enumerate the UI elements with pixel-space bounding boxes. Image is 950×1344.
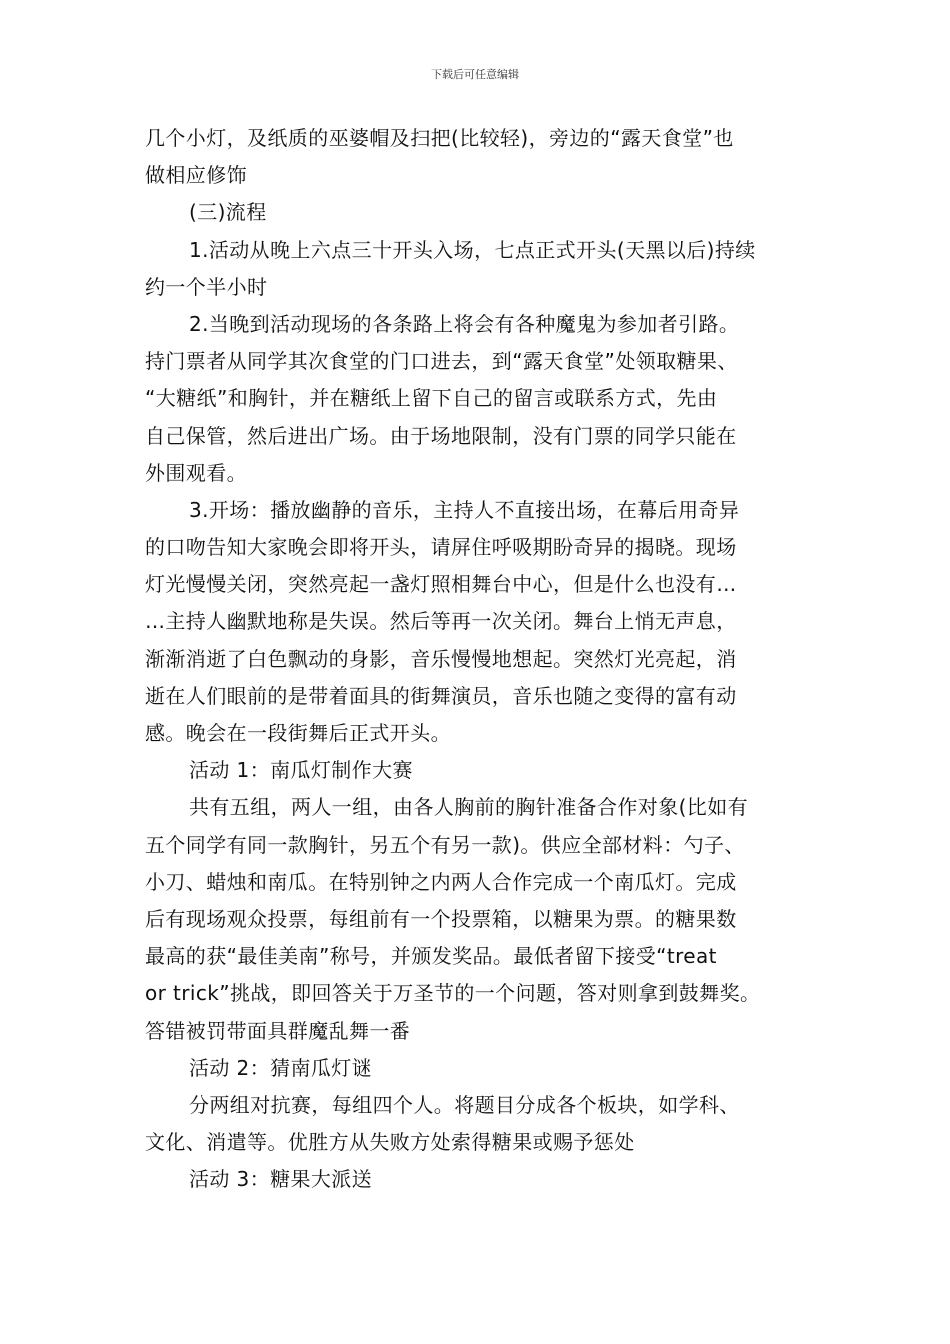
text-line: 最高的获“最佳美南”称号，并颁发奖品。最低者留下接受“treat (145, 944, 717, 969)
text-line: 活动 3：糖果大派送 (189, 1167, 373, 1192)
text-line: 逝在人们眼前的是带着面具的街舞演员，音乐也随之变得的富有动 (145, 683, 737, 708)
text-line: …主持人幽默地称是失误。然后等再一次关闭。舞台上悄无声息， (145, 609, 737, 634)
text-line: 做相应修饰 (145, 163, 247, 188)
text-line: 后有现场观众投票，每组前有一个投票箱，以糖果为票。的糖果数 (145, 906, 737, 931)
text-line: “大糖纸”和胸针，并在糖纸上留下自己的留言或联系方式，先由 (145, 386, 718, 411)
text-line: 五个同学有同一款胸针，另五个有另一款)。供应全部材料：勺子、 (145, 832, 745, 857)
text-line: 活动 1：南瓜灯制作大赛 (189, 758, 413, 783)
page-header: 下载后可任意编辑 (431, 68, 519, 81)
text-line: 渐渐消逝了白色飘动的身影，音乐慢慢地想起。突然灯光亮起，消 (145, 646, 737, 671)
text-line: 3.开场：播放幽静的音乐，主持人不直接出场，在幕后用奇异 (189, 497, 740, 522)
text-line: 感。晚会在一段街舞后正式开头。 (145, 721, 451, 745)
text-line: 外围观看。 (145, 460, 247, 485)
text-line: 1.活动从晚上六点三十开头入场，七点正式开头(天黑以后)持续 (189, 237, 756, 262)
text-line: 答错被罚带面具群魔乱舞一番 (145, 1018, 411, 1043)
text-line: 文化、消遣等。优胜方从失败方处索得糖果或赐予惩处 (145, 1130, 635, 1155)
text-line: 约一个半小时 (145, 274, 268, 299)
text-line: 2.当晚到活动现场的各条路上将会有各种魔鬼为参加者引路。 (189, 311, 740, 336)
text-line: 小刀、蜡烛和南瓜。在特别钟之内两人合作完成一个南瓜灯。完成 (145, 869, 737, 894)
text-line: 共有五组，两人一组，由各人胸前的胸针准备合作对象(比如有 (189, 795, 749, 820)
text-line: 持门票者从同学其次食堂的门口进去，到“露天食堂”处领取糖果、 (145, 349, 738, 374)
document-body (145, 120, 810, 1198)
text-line: 灯光慢慢关闭，突然亮起一盏灯照相舞台中心，但是什么也没有… (145, 572, 737, 597)
text-line: 的口吻告知大家晚会即将开头，请屏住呼吸期盼奇异的揭晓。现场 (145, 535, 737, 560)
text-line: (三)流程 (189, 200, 267, 225)
text-line: 活动 2：猜南瓜灯谜 (189, 1055, 373, 1080)
text-line: 几个小灯，及纸质的巫婆帽及扫把(比较轻)，旁边的“露天食堂”也 (145, 126, 734, 150)
text-line: or trick”挑战，即回答关于万圣节的一个问题，答对则拿到鼓舞奖。 (145, 981, 761, 1006)
text-line: 分两组对抗赛，每组四个人。将题目分成各个板块，如学科、 (189, 1092, 740, 1117)
text-line: 自己保管，然后进出广场。由于场地限制，没有门票的同学只能在 (145, 423, 737, 448)
